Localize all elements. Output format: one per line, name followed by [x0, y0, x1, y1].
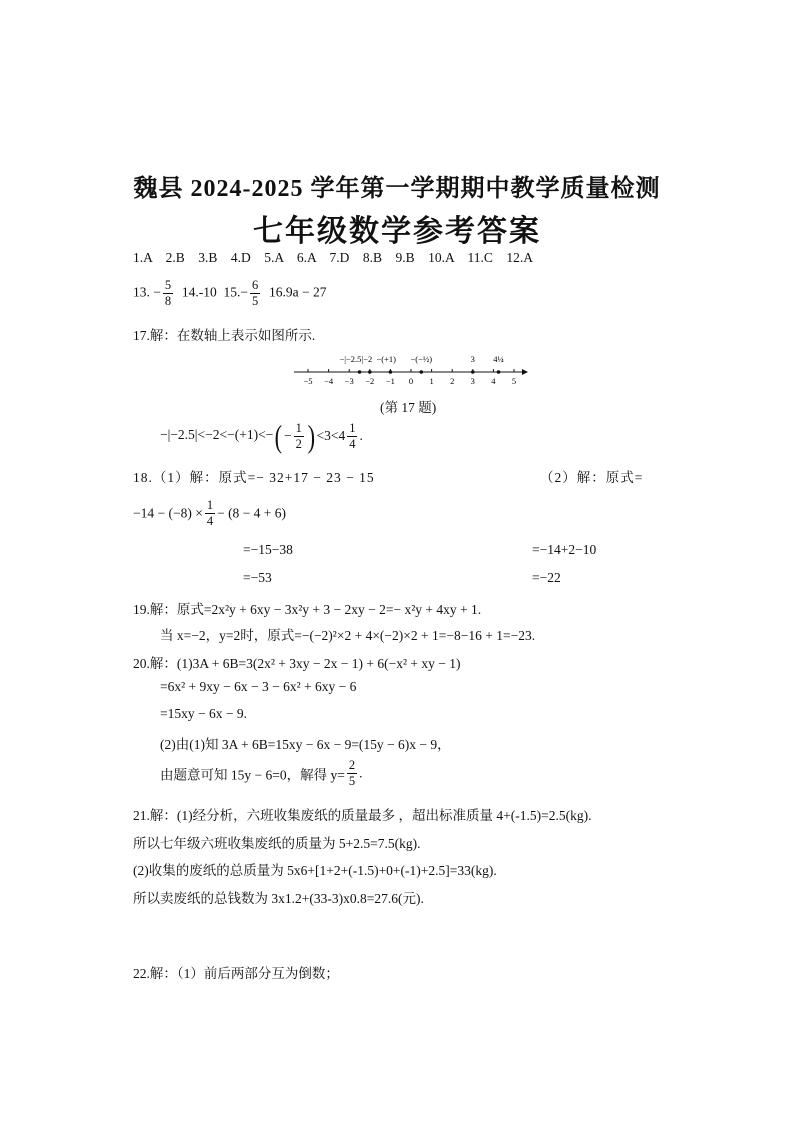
- q15-label: 15.−: [223, 284, 248, 300]
- q20-fraction: [347, 758, 357, 789]
- q20-line5-text: 由题意可知 15y − 6=0，解得 y=: [160, 767, 345, 783]
- q18-step1-right: =−14+2−10: [532, 542, 597, 557]
- number-line-tick-label: 3: [470, 376, 475, 386]
- number-line-tick-label: −2: [365, 376, 375, 386]
- number-line-point-label: 3: [470, 354, 475, 364]
- number-line-tick-label: 1: [429, 376, 434, 386]
- q17-quarter-denominator: 4: [349, 436, 356, 451]
- number-line-points: [339, 354, 503, 374]
- figure-caption: (第 17 题): [380, 400, 437, 415]
- q18-step2-left: =−53: [243, 570, 272, 585]
- number-line-point: [358, 370, 362, 374]
- right-paren-icon: ): [307, 418, 315, 454]
- q20-line5-end: .: [359, 765, 363, 781]
- number-line-tick-label: −5: [303, 376, 313, 386]
- q19-line1: 19.解：原式=2x²y + 6xy − 3x²y + 3 − 2xy − 2=− x²y + 4xy + 1.: [133, 602, 482, 617]
- q20-numerator: 2: [348, 758, 356, 772]
- number-line-tick-label: −3: [344, 376, 354, 386]
- q20-line1: 20.解：(1)3A + 6B=3(2x² + 3xy − 2x − 1) + 6(−x² + xy − 1): [133, 656, 461, 671]
- minus-sign: −: [283, 428, 292, 443]
- q13-denominator: 8: [164, 294, 172, 308]
- q17-order: [160, 420, 363, 452]
- q18-quarter-fraction: [205, 498, 215, 529]
- q16-answer: 16.9a − 27: [269, 284, 327, 300]
- fill-blank-answers: [133, 278, 326, 309]
- q18-step2-right: =−22: [532, 570, 561, 585]
- q18-denominator: 4: [206, 514, 214, 528]
- q18-part2: （2）解：原式=: [540, 470, 644, 485]
- number-line-tick-label: 5: [511, 376, 517, 386]
- number-line-point: [471, 370, 475, 374]
- q18-expression: [133, 498, 286, 529]
- q20-denominator: 5: [348, 774, 356, 788]
- q22-line1: 22.解：（1）前后两部分互为倒数；: [133, 966, 339, 981]
- number-line-point-label: −|−2.5|: [339, 354, 364, 364]
- number-line-point-label: −2: [363, 354, 373, 364]
- number-line-point: [420, 370, 424, 374]
- number-line-point: [497, 370, 501, 374]
- q18-step1-left: =−15−38: [243, 542, 293, 557]
- q17-quarter-fraction: [347, 421, 357, 452]
- document-subtitle: 七年级数学参考答案: [253, 215, 541, 248]
- number-line-point: [389, 370, 393, 374]
- number-line-tick-label: −1: [385, 376, 395, 386]
- q15-fraction: [250, 278, 260, 309]
- number-line-point: [368, 370, 372, 374]
- q15-denominator: 5: [252, 294, 259, 308]
- q18-expr-b: − (8 − 4 + 6): [217, 505, 287, 521]
- number-line: [290, 348, 530, 390]
- q13-fraction: [163, 278, 173, 309]
- q20-line3: =15xy − 6x − 9.: [160, 706, 247, 721]
- q15-numerator: 6: [252, 278, 259, 292]
- q20-line4: (2)由(1)知 3A + 6B=15xy − 6x − 9=(15y − 6)x − 9，: [160, 737, 451, 752]
- q17-order-prefix: −|−2.5|<−2<−(+1)<−: [160, 427, 274, 443]
- q21-line2: 所以七年级六班收集废纸的质量为 5+2.5=7.5(kg).: [133, 836, 421, 851]
- number-line-point-label: 4¼: [493, 354, 504, 364]
- document-title: 魏县 2024-2025 学年第一学期期中教学质量检测: [133, 176, 661, 202]
- number-line-tick-label: 4: [491, 376, 496, 386]
- q20-line5: [160, 758, 362, 789]
- q18-expr-a: −14 − (−8) ×: [133, 505, 203, 521]
- q21-line1: 21.解：(1)经分析，六班收集废纸的质量最多 ，超出标准质量 4+(-1.5)=2.5(kg).: [133, 808, 592, 823]
- q17-order-mid: <3<4: [316, 428, 346, 443]
- number-line-tick-label: −4: [324, 376, 334, 386]
- q13-label: 13. −: [133, 284, 161, 300]
- number-line-arrow: [522, 369, 528, 375]
- q17-quarter-numerator: 1: [349, 420, 356, 435]
- q19-line2: 当 x=−2，y=2时，原式=−(−2)²×2 + 4×(−2)×2 + 1=−8−16 + 1=−23.: [160, 628, 536, 643]
- number-line-point-label: −(+1): [376, 354, 397, 364]
- q17-half-numerator: 1: [295, 420, 302, 435]
- q17-half-denominator: 2: [295, 436, 302, 451]
- q13-numerator: 5: [164, 278, 172, 292]
- q18-part1: 18.（1）解：原式=− 32+17 − 23 − 15: [133, 470, 375, 485]
- q20-line2: =6x² + 9xy − 6x − 3 − 6x² + 6xy − 6: [160, 679, 357, 694]
- q17-order-end: .: [359, 428, 363, 443]
- number-line-tick-label: 0: [408, 376, 414, 386]
- q17-intro: 17.解：在数轴上表示如图所示.: [133, 328, 316, 343]
- number-line-tick-label: 2: [450, 376, 455, 386]
- q21-line4: 所以卖废纸的总钱数为 3x1.2+(33-3)x0.8=27.6(元).: [133, 891, 424, 906]
- left-paren-icon: (: [274, 418, 283, 454]
- q17-half-fraction: [294, 421, 304, 452]
- choice-answers: 1.A 2.B 3.B 4.D 5.A 6.A 7.D 8.B 9.B 10.A 11.C 12.A: [133, 250, 534, 265]
- q14-answer: 14.-10: [181, 284, 217, 300]
- q21-line3: (2)收集的废纸的总质量为 5x6+[1+2+(-1.5)+0+(-1)+2.5]=33(kg).: [133, 863, 497, 878]
- q18-numerator: 1: [206, 498, 214, 512]
- number-line-point-label: −(−½): [410, 354, 433, 364]
